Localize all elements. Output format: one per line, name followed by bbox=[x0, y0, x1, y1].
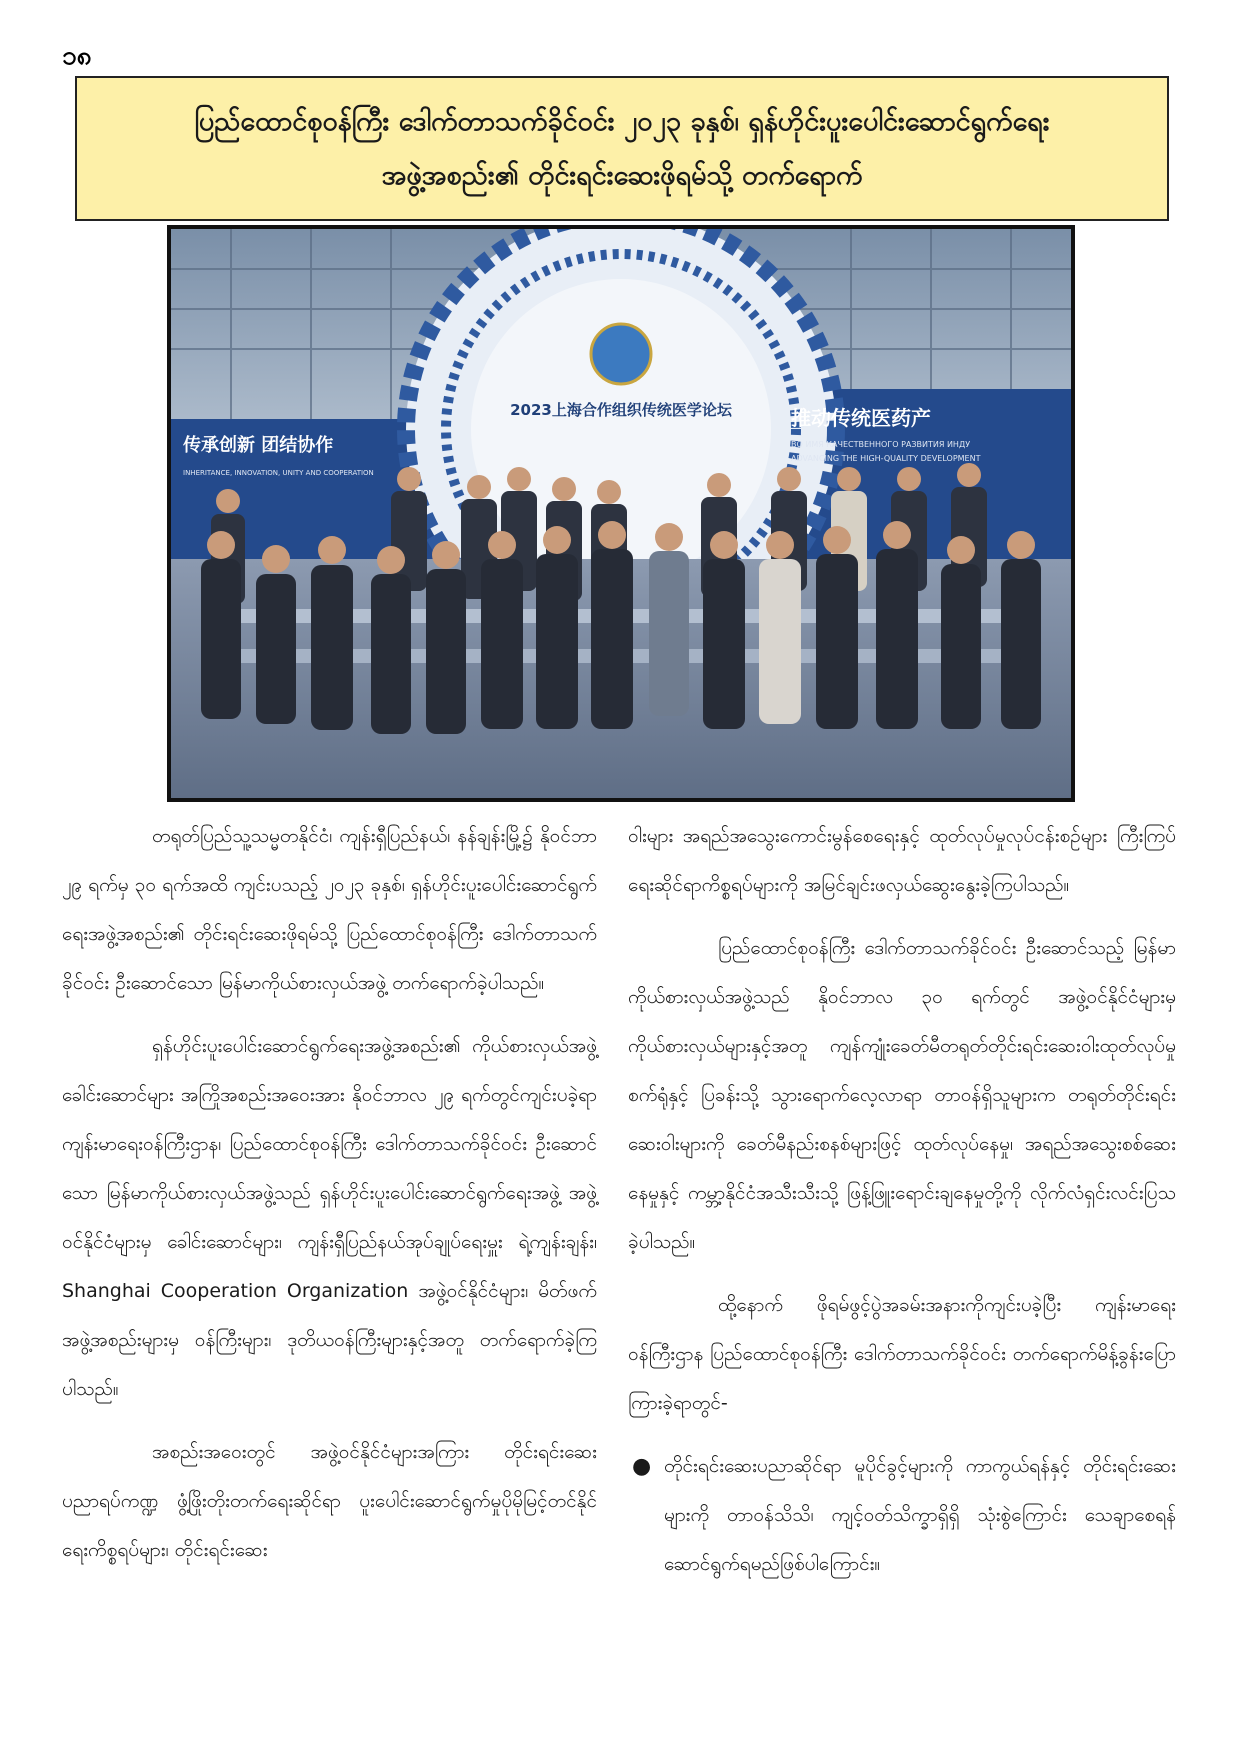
article-paragraph: အစည်းအဝေးတွင် အဖွဲ့ဝင်နိုင်ငံများအကြား တိုင်းရင်းဆေးပညာရပ်ကဏ္ဍ ဖွံ့ဖြိုးတိုးတက်ရေးဆိုင်ရာ ပူးပေါင်းဆောင်ရွက်မှုပိုမိုမြင့်တင်နိုင်ရေးကိစ္စရပ်များ၊ တိုင်းရင်းဆေး bbox=[62, 1441, 597, 1561]
article-title-box bbox=[75, 76, 1169, 221]
article-paragraph: ထို့နောက် ဖိုရမ်ဖွင့်ပွဲအခမ်းအနားကိုကျင်းပခဲ့ပြီး ကျန်းမာရေးဝန်ကြီးဌာန ပြည်ထောင်စုဝန်ကြီး ဒေါက်တာသက်ခိုင်ဝင်း တက်ရောက်မိန့်ခွန်းပြောကြားခဲ့ရာတွင်- bbox=[628, 1294, 1176, 1414]
bullet-list-item bbox=[628, 1442, 1176, 1589]
article-paragraph: ရှန်ဟိုင်းပူးပေါင်းဆောင်ရွက်ရေးအဖွဲ့အစည်း၏ ကိုယ်စားလှယ်အဖွဲ့ခေါင်းဆောင်များ အကြိုအစည်းအဝေးအား နိုဝင်ဘာလ ၂၉ ရက်တွင်ကျင်းပခဲ့ရာ ကျန်းမာရေးဝန်ကြီးဌာန၊ ပြည်ထောင်စုဝန်ကြီး ဒေါက်တာသက်ခိုင်ဝင်း ဦးဆောင်သော မြန်မာကိုယ်စားလှယ်အဖွဲ့သည် ရှန်ဟိုင်းပူးပေါင်းဆောင်ရွက်ရေးအဖွဲ့ အဖွဲ့ဝင်နိုင်ငံများမှ ခေါင်းဆောင်များ၊ ကျန်းရှီပြည်နယ်အုပ်ချုပ်ရေးမှူး ရဲ့ကျန်းချန်း၊ Shanghai Cooperation Organization အဖွဲ့ဝင်နိုင်ငံများ၊ မိတ်ဖက်အဖွဲ့အစည်းများမှ ဝန်ကြီးများ၊ ဒုတိယဝန်ကြီးများနှင့်အတူ တက်ရောက်ခဲ့ကြပါသည်။ bbox=[62, 1035, 597, 1400]
banner-left-subtext: INHERITANCE, INNOVATION, UNITY AND COOPERATION bbox=[183, 469, 374, 477]
banner-right-subtext-1: ВО ИМЯ КАЧЕСТВЕННОГО РАЗВИТИЯ ИНДУ bbox=[791, 440, 971, 449]
article-title-line-1: ပြည်ထောင်စုဝန်ကြီး ဒေါက်တာသက်ခိုင်ဝင်း ၂၀၂၃ ခုနှစ်၊ ရှန်ဟိုင်းပူးပေါင်းဆောင်ရွက်ရေး bbox=[194, 105, 1050, 137]
article-paragraph: ဝါးများ အရည်အသွေးကောင်းမွန်စေရေးနှင့် ထုတ်လုပ်မှုလုပ်ငန်းစဉ်များ ကြီးကြပ်ရေးဆိုင်ရာကိစ္စရပ်များကို အမြင်ချင်းဖလှယ်ဆွေးနွေးခဲ့ကြပါသည်။ bbox=[628, 825, 1176, 896]
article-paragraph: ပြည်ထောင်စုဝန်ကြီး ဒေါက်တာသက်ခိုင်ဝင်း ဦးဆောင်သည့် မြန်မာကိုယ်စားလှယ်အဖွဲ့သည် နိုဝင်ဘာလ ၃၀ ရက်တွင် အဖွဲ့ဝင်နိုင်ငံများမှ ကိုယ်စားလှယ်များနှင့်အတူ ကျန်ကျုံးခေတ်မီတရုတ်တိုင်းရင်းဆေးဝါးထုတ်လုပ်မှုစက်ရုံနှင့် ပြခန်းသို့ သွားရောက်လေ့လာရာ တာဝန်ရှိသူများက တရုတ်တိုင်းရင်းဆေးဝါးများကို ခေတ်မီနည်းစနစ်များဖြင့် ထုတ်လုပ်နေမှု၊ အရည်အသွေးစစ်ဆေးနေမှုနှင့် ကမ္ဘာ့နိုင်ငံအသီးသီးသို့ ဖြန့်ဖြူးရောင်းချနေမှုတို့ကို လိုက်လံရှင်းလင်းပြသခဲ့ပါသည်။ bbox=[628, 937, 1176, 1253]
banner-right-text: 推动传统医药产 bbox=[791, 406, 931, 430]
article-title-line-2: အဖွဲ့အစည်း၏ တိုင်းရင်းဆေးဖိုရမ်သို့ တက်ရောက် bbox=[381, 159, 863, 191]
banner-right-subtext-2: ADVANCING THE HIGH-QUALITY DEVELOPMENT bbox=[791, 454, 981, 463]
banner-center-text: 2023上海合作组织传统医学论坛 bbox=[510, 401, 732, 419]
bullet-dot-icon: ● bbox=[632, 1454, 652, 1479]
article-paragraph: တရုတ်ပြည်သူ့သမ္မတနိုင်ငံ၊ ကျန်းရှီပြည်နယ်၊ နန်ချန်းမြို့၌ နိုဝင်ဘာ ၂၉ ရက်မှ ၃၀ ရက်အထိ ကျင်းပသည့် ၂၀၂၃ ခုနှစ်၊ ရှန်ဟိုင်းပူးပေါင်းဆောင်ရွက်ရေးအဖွဲ့အစည်း၏ တိုင်းရင်းဆေးဖိုရမ်သို့ ပြည်ထောင်စုဝန်ကြီး ဒေါက်တာသက်ခိုင်ဝင်း ဦးဆောင်သော မြန်မာကိုယ်စားလှယ်အဖွဲ့ တက်ရောက်ခဲ့ပါသည်။ bbox=[62, 825, 597, 994]
event-photo-illustration bbox=[171, 229, 1071, 798]
article-column-right bbox=[628, 812, 1176, 1589]
article-column-left bbox=[62, 812, 597, 1589]
bullet-text: တိုင်းရင်းဆေးပညာဆိုင်ရာ မူပိုင်ခွင့်များကို ကာကွယ်ရန်နှင့် တိုင်းရင်းဆေးများကို တာဝန်သိသိ၊ ကျင့်ဝတ်သိက္ခာရှိရှိ သုံးစွဲကြောင်း သေချာစေရန် ဆောင်ရွက်ရမည်ဖြစ်ပါကြောင်း။ bbox=[664, 1455, 1176, 1575]
event-photo bbox=[167, 225, 1075, 802]
page-number: ၁၈ bbox=[62, 41, 92, 71]
banner-left-text: 传承创新 团结协作 bbox=[183, 435, 334, 456]
